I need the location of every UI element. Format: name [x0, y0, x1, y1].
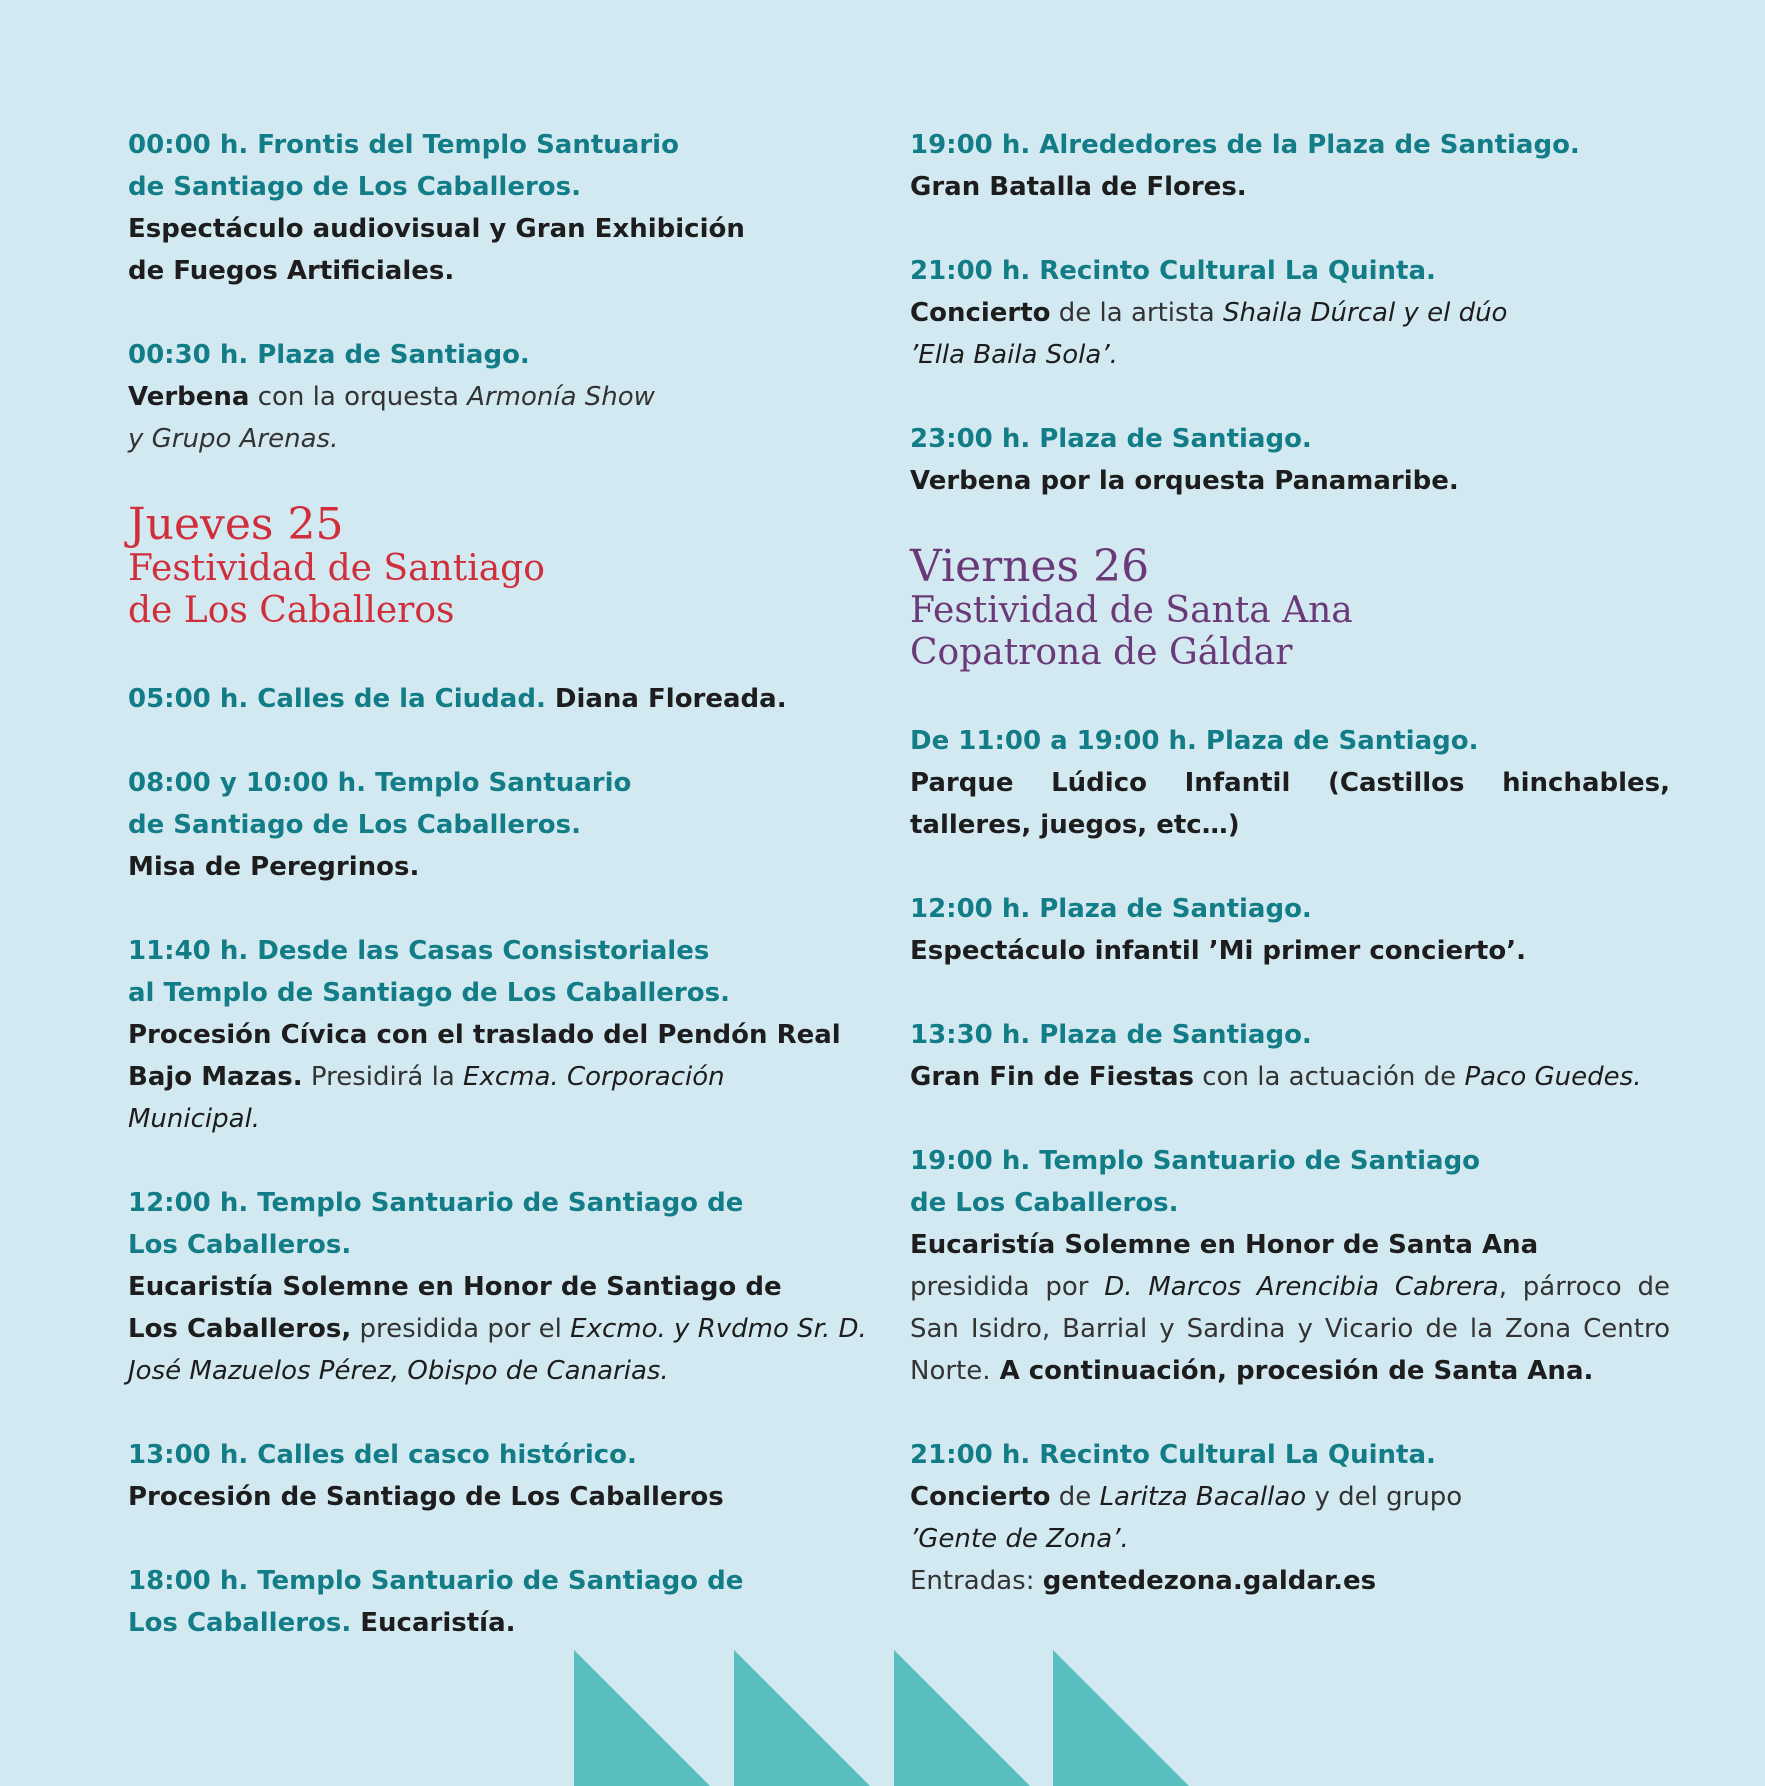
event-place-line: Los Caballeros.	[128, 1230, 352, 1260]
event-italic: Shaila Dúrcal y el dúo	[1222, 298, 1508, 328]
day-heading-thursday	[128, 499, 888, 632]
event-0500-diana	[128, 678, 888, 720]
event-2100-concierto-gente-de-zona	[910, 1434, 1670, 1602]
event-time-place: 13:00 h. Calles del casco histórico.	[128, 1440, 637, 1470]
event-time-place: 00:30 h. Plaza de Santiago.	[128, 340, 530, 370]
day-subtitle: Festividad de Santiago	[128, 548, 545, 589]
event-time-place: 19:00 h. Templo Santuario de Santiago	[910, 1146, 1481, 1176]
event-regular: Presidirá la	[302, 1062, 464, 1092]
event-regular: de la artista	[1050, 298, 1223, 328]
day-subtitle: Festividad de Santa Ana	[910, 590, 1353, 631]
event-italic: ’Ella Baila Sola’.	[910, 340, 1118, 370]
event-description: Gran Batalla de Flores.	[910, 172, 1247, 202]
event-2100-concierto-shaila	[910, 250, 1670, 376]
event-regular: presidida por	[910, 1272, 1105, 1302]
event-1100-parque-ludico	[910, 720, 1670, 846]
event-description	[128, 1056, 888, 1098]
event-line	[128, 678, 888, 720]
event-description: Verbena por la orquesta Panamaribe.	[910, 466, 1459, 496]
event-italic: Paco Guedes.	[1464, 1062, 1642, 1092]
day-title: Jueves 25	[128, 499, 344, 550]
event-italic: Excmo. y Rvdmo Sr. D.	[570, 1314, 867, 1344]
event-italic: Municipal.	[128, 1104, 261, 1134]
event-description	[910, 1266, 1670, 1392]
event-description	[128, 1308, 888, 1350]
event-regular: y del grupo	[1306, 1482, 1463, 1512]
right-column	[910, 124, 1670, 1644]
triangle-shape	[734, 1650, 870, 1786]
ticket-line	[910, 1560, 1670, 1602]
event-description: Eucaristía Solemne en Honor de Santa Ana	[910, 1230, 1539, 1260]
event-place-line: al Templo de Santiago de Los Caballeros.	[128, 978, 730, 1008]
event-description	[910, 1056, 1670, 1098]
event-1900-batalla-flores	[910, 124, 1670, 208]
event-time-place: 12:00 h. Templo Santuario de Santiago de	[128, 1188, 744, 1218]
event-time-place: De 11:00 a 19:00 h. Plaza de Santiago.	[910, 726, 1479, 756]
event-line	[128, 1602, 888, 1644]
event-regular: presidida por el	[351, 1314, 571, 1344]
event-description	[128, 376, 888, 418]
event-description: Parque Lúdico Infantil (Castillos hinchables, talleres, juegos, etc…)	[910, 768, 1670, 840]
event-regular: con la actuación de	[1194, 1062, 1465, 1092]
event-bold: A continuación, procesión de Santa Ana.	[990, 1356, 1594, 1386]
decorative-triangles	[0, 1650, 1765, 1786]
event-1200-eucaristia	[128, 1182, 888, 1392]
event-0030-verbena	[128, 334, 888, 460]
event-description: Procesión Cívica con el traslado del Pendón Real	[128, 1020, 841, 1050]
event-bold: Concierto	[910, 298, 1051, 328]
left-column	[128, 124, 888, 1686]
event-2300-verbena	[910, 418, 1670, 502]
event-1200-espectaculo-infantil	[910, 888, 1670, 972]
event-regular: con la orquesta	[249, 382, 468, 412]
event-0000-fireworks	[128, 124, 888, 292]
event-place-line: de Santiago de Los Caballeros.	[128, 810, 582, 840]
event-italic: Excma. Corporación	[463, 1062, 725, 1092]
event-description: Eucaristía.	[351, 1608, 516, 1638]
event-time-place: 21:00 h. Recinto Cultural La Quinta.	[910, 1440, 1436, 1470]
event-time-place: 08:00 y 10:00 h. Templo Santuario	[128, 768, 632, 798]
event-1900-eucaristia-santa-ana	[910, 1140, 1670, 1392]
event-time-place: 23:00 h. Plaza de Santiago.	[910, 424, 1312, 454]
triangle-shape	[574, 1650, 710, 1786]
event-bold: Bajo Mazas.	[128, 1062, 303, 1092]
event-time-place: 11:40 h. Desde las Casas Consistoriales	[128, 936, 710, 966]
event-description: Espectáculo audiovisual y Gran Exhibición	[128, 214, 745, 244]
event-time-place: 21:00 h. Recinto Cultural La Quinta.	[910, 256, 1436, 286]
day-title: Viernes 26	[910, 541, 1150, 592]
event-bold: Gran Fin de Fiestas	[910, 1062, 1195, 1092]
day-heading-friday	[910, 541, 1670, 674]
event-italic: y Grupo Arenas.	[128, 424, 339, 454]
event-1330-fin-fiestas	[910, 1014, 1670, 1098]
event-time-place: 00:00 h. Frontis del Templo Santuario	[128, 130, 679, 160]
event-bold: Los Caballeros,	[128, 1314, 352, 1344]
event-italic: Laritza Bacallao	[1099, 1482, 1307, 1512]
event-regular: , párroco de San Isidro, Barrial y Sardina y Vicario de la Zona Centro Norte.	[910, 1272, 1670, 1386]
event-description: de Fuegos Artificiales.	[128, 256, 455, 286]
triangle-shape	[894, 1650, 1030, 1786]
event-time-place: 05:00 h. Calles de la Ciudad.	[128, 684, 546, 714]
event-1300-procesion	[128, 1434, 888, 1518]
event-time-place: 18:00 h. Templo Santuario de Santiago de	[128, 1566, 744, 1596]
event-time-place: 19:00 h. Alrededores de la Plaza de Santiago.	[910, 130, 1580, 160]
event-italic: ’Gente de Zona’.	[910, 1524, 1129, 1554]
event-description: Espectáculo infantil ’Mi primer concierto’.	[910, 936, 1526, 966]
event-time-place: 13:30 h. Plaza de Santiago.	[910, 1020, 1312, 1050]
event-place-line: Los Caballeros.	[128, 1608, 352, 1638]
event-time-place: 12:00 h. Plaza de Santiago.	[910, 894, 1312, 924]
event-italic: D. Marcos Arencibia Cabrera	[1104, 1272, 1499, 1302]
event-place-line: de Los Caballeros.	[910, 1188, 1179, 1218]
event-description	[910, 1476, 1670, 1518]
day-subtitle: Copatrona de Gáldar	[910, 632, 1293, 673]
triangle-shape	[1053, 1650, 1189, 1786]
event-bold: Concierto	[910, 1482, 1051, 1512]
day-subtitle: de Los Caballeros	[128, 590, 455, 631]
event-place-line: de Santiago de Los Caballeros.	[128, 172, 582, 202]
event-description: Eucaristía Solemne en Honor de Santiago de	[128, 1272, 782, 1302]
event-description: Misa de Peregrinos.	[128, 852, 420, 882]
event-regular: de	[1050, 1482, 1100, 1512]
ticket-label: Entradas:	[910, 1566, 1043, 1596]
event-description: Procesión de Santiago de Los Caballeros	[128, 1482, 724, 1512]
event-description	[910, 292, 1670, 334]
ticket-link[interactable]: gentedezona.galdar.es	[1042, 1566, 1377, 1596]
event-1800-eucaristia	[128, 1560, 888, 1644]
event-bold: Verbena	[128, 382, 250, 412]
event-italic: Armonía Show	[467, 382, 655, 412]
event-description: Diana Floreada.	[545, 684, 787, 714]
event-italic: José Mazuelos Pérez, Obispo de Canarias.	[128, 1356, 669, 1386]
event-0800-misa	[128, 762, 888, 888]
event-1140-procesion-civica	[128, 930, 888, 1140]
